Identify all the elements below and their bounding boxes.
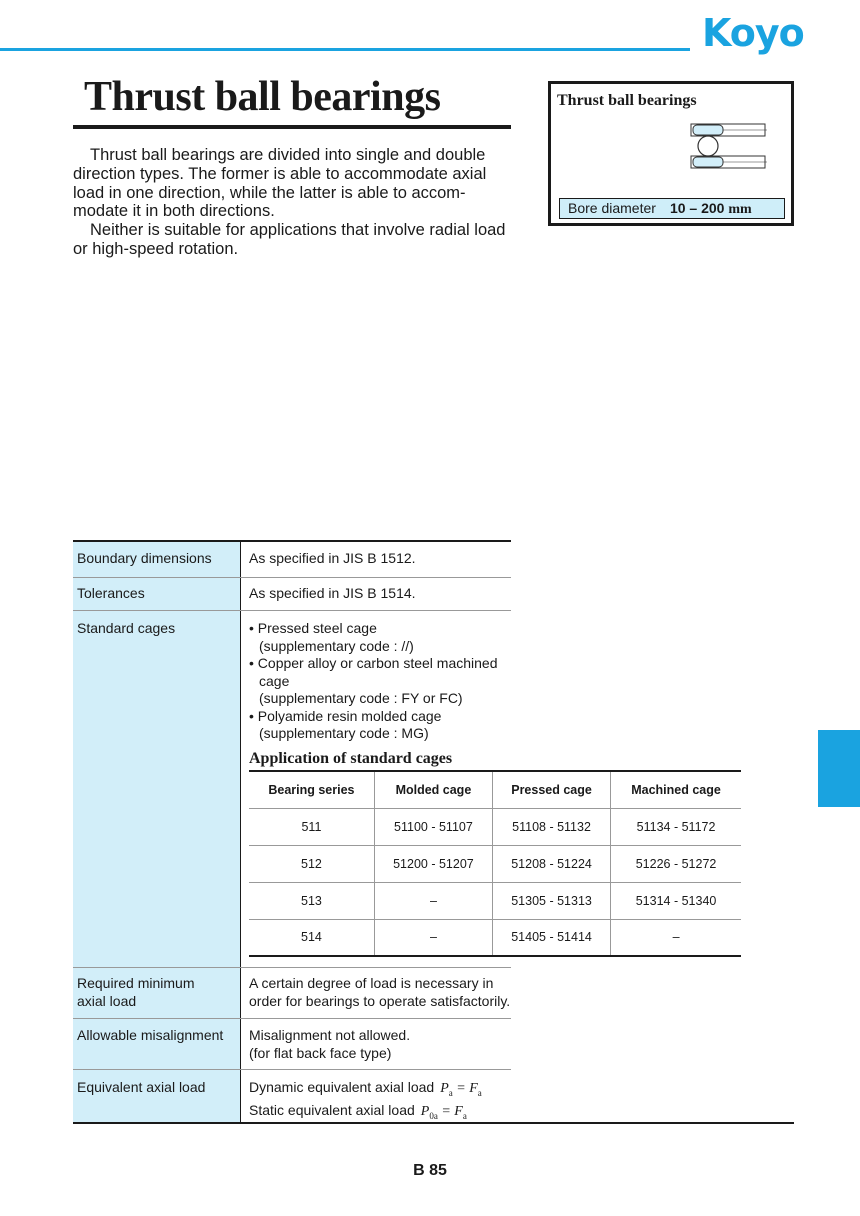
table-row xyxy=(249,882,741,919)
table-cell: 512 xyxy=(249,845,374,882)
section-tab-marker xyxy=(818,730,860,807)
table-row xyxy=(249,808,741,845)
min-load-value-line: order for bearings to operate satisfactorily. xyxy=(249,992,511,1009)
equivalent-load-label: Equivalent axial load xyxy=(77,1079,206,1095)
cages-list xyxy=(249,620,497,743)
card-title: Thrust ball bearings xyxy=(557,92,697,109)
cage-item: cage xyxy=(259,672,290,689)
row-divider xyxy=(73,967,511,968)
table-top-rule xyxy=(73,540,511,542)
table-cell: 51134 - 51172 xyxy=(611,808,741,845)
table-row xyxy=(249,845,741,882)
cage-item: (supplementary code : MG) xyxy=(259,725,429,741)
table-cell: 511 xyxy=(249,808,374,845)
page-number: B 85 xyxy=(413,1162,447,1179)
header-rule xyxy=(0,48,690,51)
title-underline xyxy=(73,125,511,129)
dynamic-load-line xyxy=(249,1079,482,1102)
thrust-bearing-cross-section-icon xyxy=(689,122,769,181)
static-load-text: Static equivalent axial load xyxy=(249,1102,415,1119)
table-row xyxy=(249,919,741,956)
specification-table xyxy=(73,540,794,1124)
bore-label: Bore diameter xyxy=(568,200,656,216)
column-header: Machined cage xyxy=(611,771,741,808)
table-cell: 51200 - 51207 xyxy=(374,845,492,882)
column-header: Molded cage xyxy=(374,771,492,808)
column-header: Pressed cage xyxy=(492,771,610,808)
row-divider xyxy=(73,1069,511,1070)
misalignment-value-line: Misalignment not allowed. xyxy=(249,1027,411,1043)
table-cell: 514 xyxy=(249,919,374,956)
bearing-summary-card xyxy=(548,81,794,226)
page-title: Thrust ball bearings xyxy=(84,74,441,120)
column-header: Bearing series xyxy=(249,771,374,808)
application-table xyxy=(249,770,741,957)
table-cell: 51305 - 51313 xyxy=(492,882,610,919)
intro-paragraph-1: Thrust ball bearings are divided into single and double direction types. The former is able to accommodate axial load in one direction, while the latter is able to accom-modate it in both directions. xyxy=(73,146,487,221)
static-load-formula: $P_{0a} = F_a$ xyxy=(420,1104,467,1122)
table-header-row xyxy=(249,771,741,808)
row-divider xyxy=(73,610,511,611)
application-table-title: Application of standard cages xyxy=(249,750,453,767)
table-cell: 51208 - 51224 xyxy=(492,845,610,882)
min-load-value xyxy=(249,975,510,1010)
dynamic-load-text: Dynamic equivalent axial load xyxy=(249,1079,435,1095)
min-load-label-line: Required minimum xyxy=(77,975,195,991)
table-cell: 51226 - 51272 xyxy=(611,845,741,882)
boundary-value: As specified in JIS B 1512. xyxy=(249,550,416,566)
table-bottom-rule xyxy=(73,1122,794,1124)
table-cell: 51405 - 51414 xyxy=(492,919,610,956)
cages-label: Standard cages xyxy=(77,620,176,636)
row-divider xyxy=(73,577,511,578)
cage-item: • Pressed steel cage xyxy=(249,620,377,636)
bore-unit: mm xyxy=(728,202,752,217)
intro-paragraph-2: Neither is suitable for applications that involve radial load or high-speed rotation. xyxy=(73,221,506,258)
tolerances-label: Tolerances xyxy=(77,585,145,601)
column-divider xyxy=(240,540,241,1122)
row-divider xyxy=(73,1018,511,1019)
tolerances-value: As specified in JIS B 1514. xyxy=(249,585,416,601)
min-load-label xyxy=(77,975,194,1010)
min-load-value-line: A certain degree of load is necessary in xyxy=(249,975,494,991)
table-cell: – xyxy=(611,919,741,956)
bore-diameter-range xyxy=(559,198,785,219)
cage-item: (supplementary code : //) xyxy=(259,637,414,654)
table-cell: 513 xyxy=(249,882,374,919)
bore-value: 10 – 200 xyxy=(669,200,725,216)
brand-logo: Koyo xyxy=(702,11,804,55)
boundary-label: Boundary dimensions xyxy=(77,550,212,566)
table-cell: 51100 - 51107 xyxy=(374,808,492,845)
cage-item: • Polyamide resin molded cage xyxy=(249,707,442,724)
table-cell: – xyxy=(374,919,492,956)
misalignment-value-line: (for flat back face type) xyxy=(249,1044,392,1061)
intro-text xyxy=(73,146,513,259)
min-load-label-line: axial load xyxy=(77,992,137,1009)
table-cell: 51108 - 51132 xyxy=(492,808,610,845)
table-cell: – xyxy=(374,882,492,919)
cage-item: (supplementary code : FY or FC) xyxy=(259,690,463,706)
equivalent-load-value xyxy=(249,1079,482,1126)
cage-item: • Copper alloy or carbon steel machined xyxy=(249,655,498,671)
dynamic-load-formula: $P_a = F_a$ xyxy=(440,1081,482,1098)
misalignment-value xyxy=(249,1027,410,1062)
table-cell: 51314 - 51340 xyxy=(611,882,741,919)
misalignment-label: Allowable misalignment xyxy=(77,1027,224,1043)
